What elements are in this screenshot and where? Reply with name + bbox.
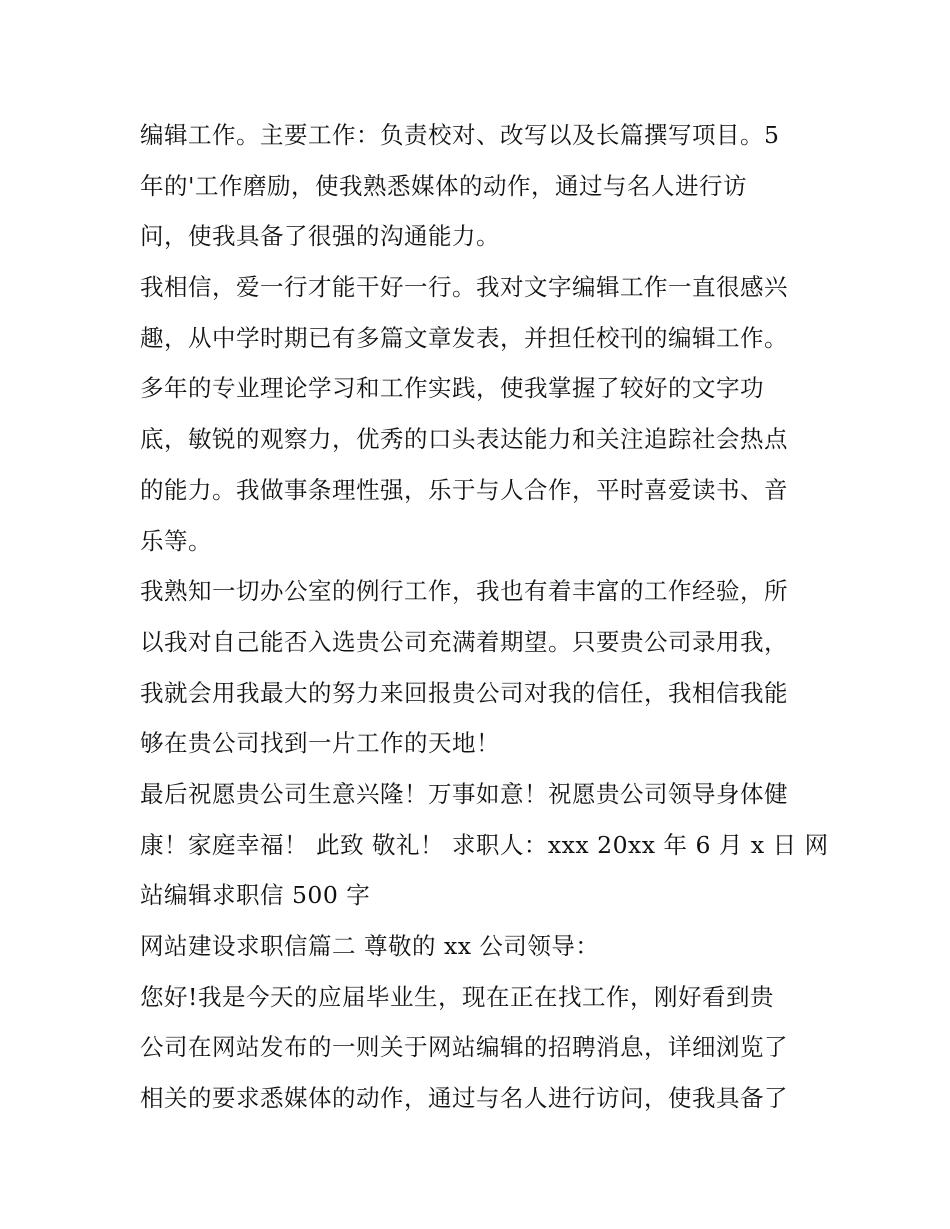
text-line: 年的'工作磨励，使我熟悉媒体的动作，通过与名人进行访 (140, 171, 747, 200)
text-line: 站编辑求职信 500 字 (140, 881, 371, 910)
text-line: 趣，从中学时期已有多篇文章发表，并担任校刊的编辑工作。 (140, 323, 788, 352)
document-body (140, 110, 829, 1124)
text-line: 最后祝愿贵公司生意兴隆！万事如意！祝愿贵公司领导身体健 (140, 779, 788, 808)
text-line: 公司在网站发布的一则关于网站编辑的招聘消息，详细浏览了 (140, 1033, 788, 1062)
text-line: 网站建设求职信篇二 尊敬的 xx 公司领导： (140, 932, 600, 960)
text-line: 我就会用我最大的努力来回报贵公司对我的信任，我相信我能 (140, 678, 788, 707)
text-line: 我熟知一切办公室的例行工作，我也有着丰富的工作经验，所 (140, 577, 788, 606)
text-line: 我相信，爱一行才能干好一行。我对文字编辑工作一直很感兴 (140, 273, 788, 302)
text-line: 问，使我具备了很强的沟通能力。 (140, 222, 500, 251)
text-line: 的能力。我做事条理性强，乐于与人合作，平时喜爱读书、音 (140, 475, 788, 504)
text-line: 以我对自己能否入选贵公司充满着期望。只要贵公司录用我， (140, 627, 788, 656)
text-line: 编辑工作。主要工作：负责校对、改写以及长篇撰写项目。5 (140, 121, 780, 149)
text-line: 您好!我是今天的应届毕业生，现在正在找工作，刚好看到贵 (140, 982, 774, 1011)
text-line: 乐等。 (140, 526, 212, 555)
text-line: 康！家庭幸福！ 此致 敬礼！ 求职人：xxx 20xx 年 6 月 x 日 网 (140, 830, 829, 859)
text-line: 底，敏锐的观察力，优秀的口头表达能力和关注追踪社会热点 (140, 425, 788, 454)
text-line: 够在贵公司找到一片工作的天地！ (140, 729, 500, 758)
text-line: 相关的要求悉媒体的动作，通过与名人进行访问，使我具备了 (140, 1084, 788, 1113)
text-line: 多年的专业理论学习和工作实践，使我掌握了较好的文字功 (140, 374, 764, 403)
